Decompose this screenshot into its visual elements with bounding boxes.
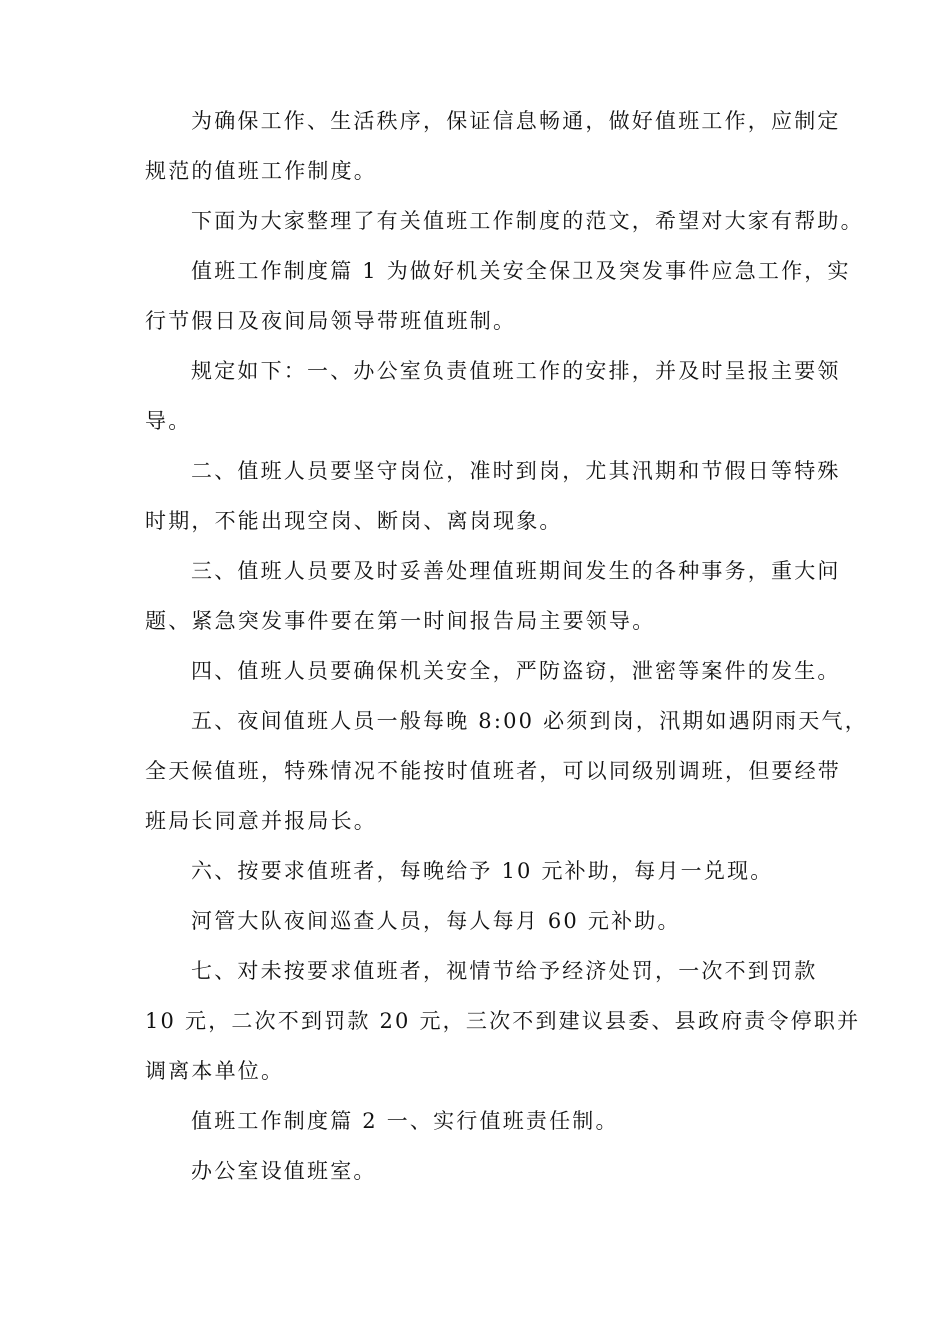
text-line: 值班工作制度篇 2 一、实行值班责任制。: [191, 1109, 619, 1133]
paragraph-8: [145, 696, 868, 846]
text-line: 四、值班人员要确保机关安全，严防盗窃，泄密等案件的发生。: [191, 659, 841, 683]
text-line: 下面为大家整理了有关值班工作制度的范文，希望对大家有帮助。: [191, 209, 864, 233]
text-line: 导。: [145, 409, 192, 433]
paragraph-12: [145, 1096, 825, 1146]
text-line: 三、值班人员要及时妥善处理值班期间发生的各种事务，重大问: [191, 559, 841, 583]
text-line: 六、按要求值班者，每晚给予 10 元补助，每月一兑现。: [191, 859, 774, 883]
text-line: 时期，不能出现空岗、断岗、离岗现象。: [145, 509, 563, 533]
text-line: 规范的值班工作制度。: [145, 159, 377, 183]
text-line: 规定如下：一、办公室负责值班工作的安排，并及时呈报主要领: [191, 359, 841, 383]
text-line: 五、夜间值班人员一般每晚 8:00 必须到岗，汛期如遇阴雨天气，: [191, 709, 868, 733]
paragraph-1: [145, 96, 841, 196]
paragraph-7: [145, 646, 841, 696]
text-line: 行节假日及夜间局领导带班值班制。: [145, 309, 517, 333]
paragraph-4: [145, 346, 841, 446]
paragraph-6: [145, 546, 841, 646]
text-line: 班局长同意并报局长。: [145, 809, 377, 833]
paragraph-9: [145, 846, 825, 896]
text-line: 为确保工作、生活秩序，保证信息畅通，做好值班工作，应制定: [191, 109, 841, 133]
text-line: 办公室设值班室。: [191, 1159, 377, 1183]
paragraph-10: [145, 896, 825, 946]
text-line: 题、紧急突发事件要在第一时间报告局主要领导。: [145, 609, 656, 633]
paragraph-11: [145, 946, 861, 1096]
text-line: 二、值班人员要坚守岗位，准时到岗，尤其汛期和节假日等特殊: [191, 459, 841, 483]
text-line: 全天候值班，特殊情况不能按时值班者，可以同级别调班，但要经带: [145, 759, 841, 783]
text-line: 值班工作制度篇 1 为做好机关安全保卫及突发事件应急工作，实: [191, 259, 851, 283]
text-line: 河管大队夜间巡查人员，每人每月 60 元补助。: [191, 909, 681, 933]
paragraph-13: [145, 1146, 825, 1196]
paragraph-3: [145, 246, 851, 346]
paragraph-2: [145, 196, 864, 246]
text-line: 10 元，二次不到罚款 20 元，三次不到建议县委、县政府责令停职并: [145, 1009, 861, 1033]
paragraph-5: [145, 446, 841, 546]
text-line: 七、对未按要求值班者，视情节给予经济处罚，一次不到罚款: [191, 959, 818, 983]
document-body: [145, 96, 868, 1196]
text-line: 调离本单位。: [145, 1059, 285, 1083]
